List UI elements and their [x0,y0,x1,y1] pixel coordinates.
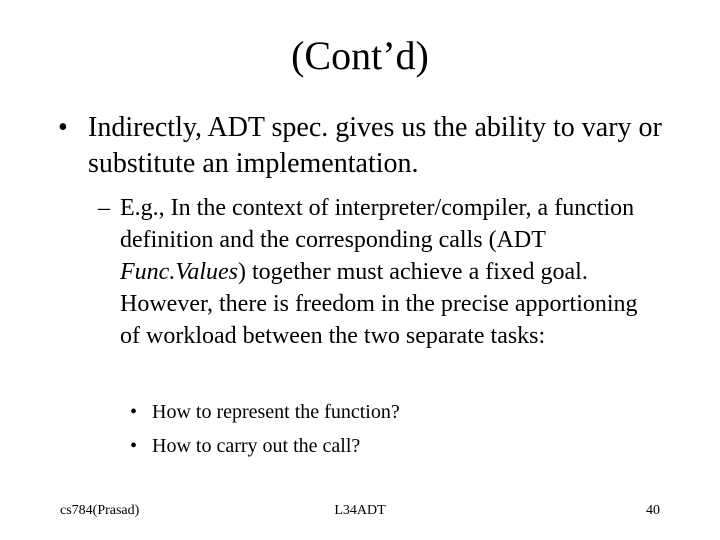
bullet-text: How to represent the function? [152,401,400,423]
slide-title: (Cont’d) [291,33,429,78]
sub-bullet-text-before: E.g., In the context of interpreter/compiler, a function definition and the corresponding calls (ADT [120,195,635,253]
bullet-level-3-item [130,399,400,425]
footer-lecture-id: L34ADT [334,503,386,518]
bullet-marker: • [58,112,68,143]
dash-marker: – [98,195,110,221]
func-values-term: Func.Values [120,259,238,285]
sub-bullet-text [120,192,658,352]
bullet-marker: • [130,401,138,423]
footer-page-number: 40 [646,503,660,518]
footer-author: cs784(Prasad) [60,503,140,518]
bullet-level-2 [98,192,658,352]
bullet-marker: • [130,435,138,457]
bullet-level-3-item [130,433,360,459]
bullet-text: Indirectly, ADT spec. gives us the ability to vary or substitute an implementation. [88,112,662,179]
sub-bullet-text-after: ) together must achieve a fixed goal. However, there is freedom in the precise apportioning of workload between the two separate tasks: [120,259,638,349]
bullet-text: How to carry out the call? [152,435,361,457]
bullet-level-1 [58,110,668,182]
